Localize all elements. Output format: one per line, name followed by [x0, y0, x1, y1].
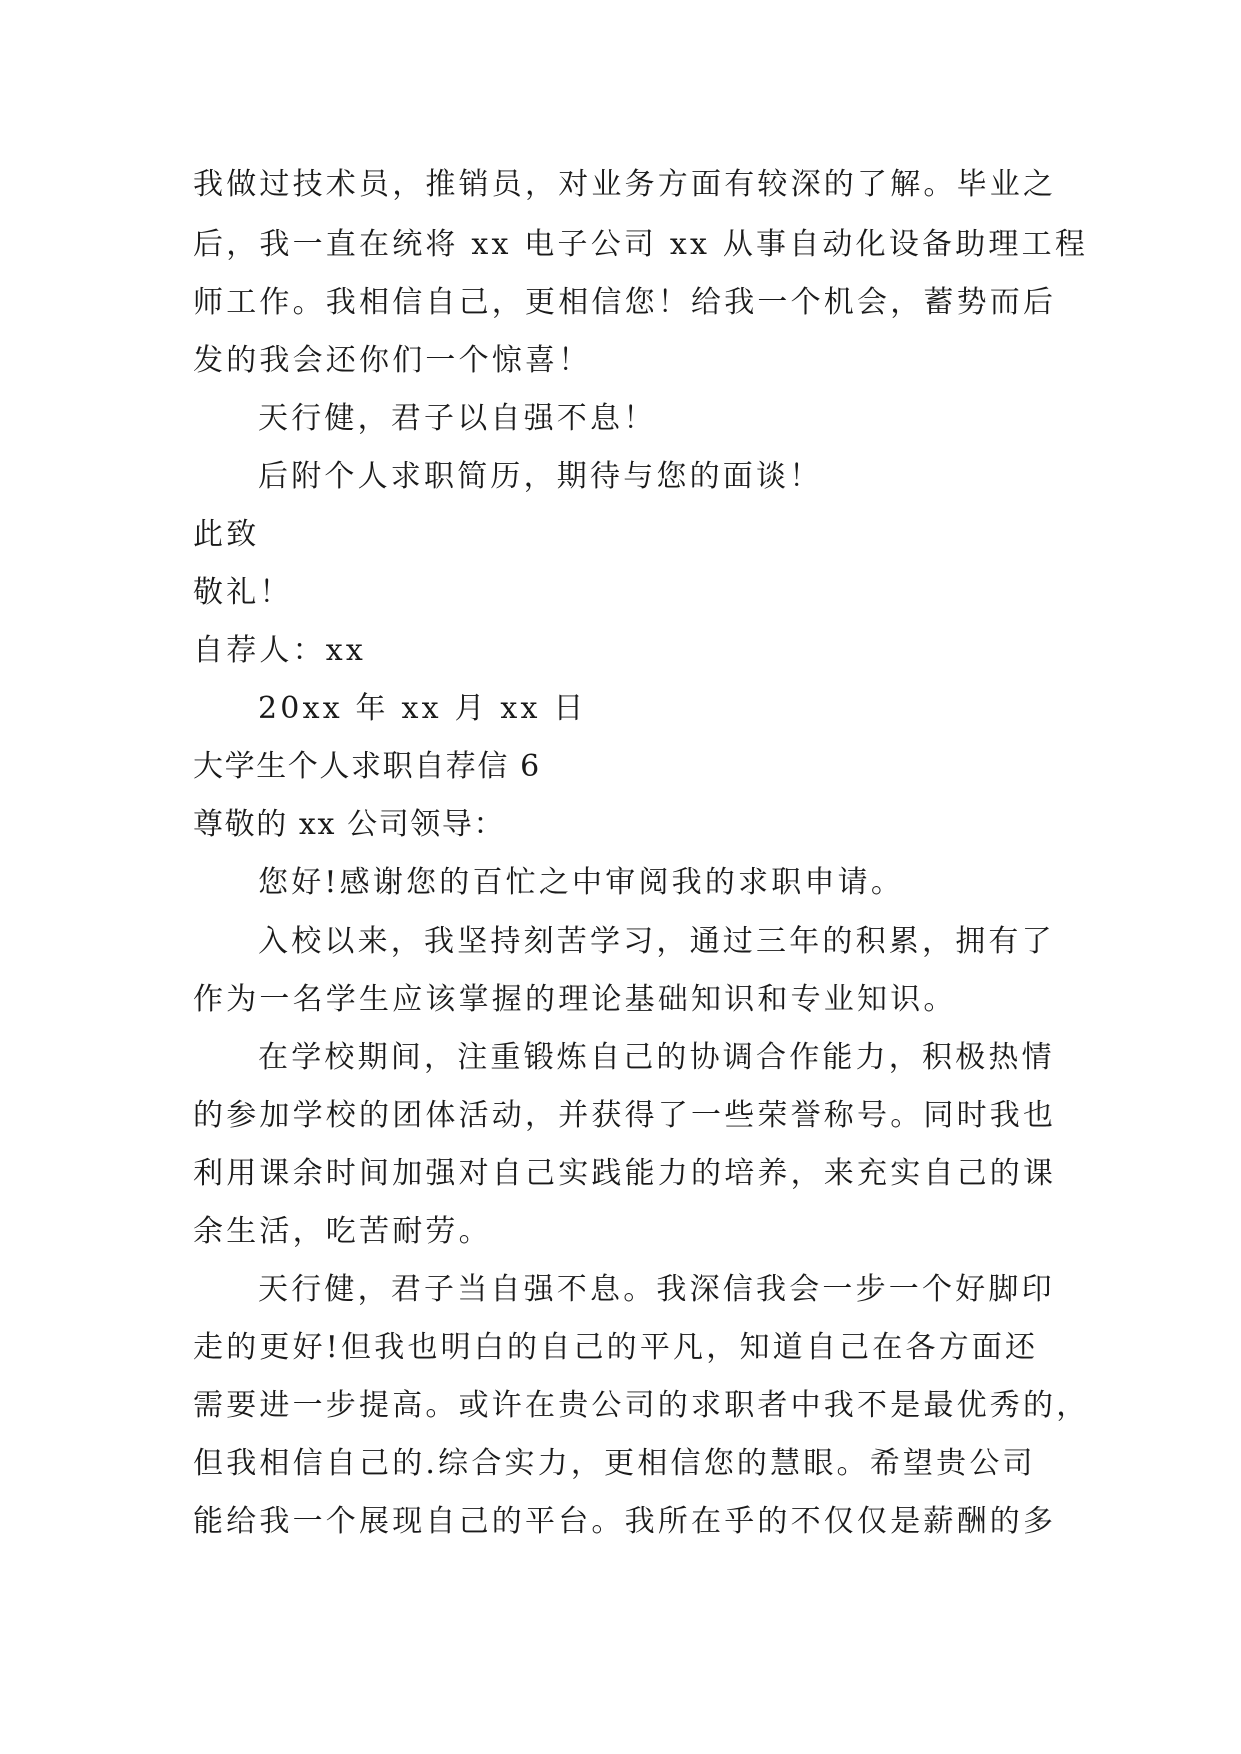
paragraph-line: 作为一名学生应该掌握的理论基础知识和专业知识。 — [193, 982, 957, 1017]
paragraph-line: 余生活，吃苦耐劳。 — [193, 1214, 492, 1249]
paragraph-line: 后，我一直在统将 xx 电子公司 xx 从事自动化设备助理工程 — [193, 227, 1089, 262]
paragraph-line: 的参加学校的团体活动，并获得了一些荣誉称号。同时我也 — [193, 1098, 1057, 1133]
closing-line: 此致 — [193, 517, 260, 552]
paragraph-line: 天行健，君子当自强不息。我深信我会一步一个好脚印 — [258, 1272, 1055, 1307]
paragraph-line: 入校以来，我坚持刻苦学习，通过三年的积累，拥有了 — [258, 924, 1055, 959]
salutation-line: 尊敬的 xx 公司领导： — [193, 807, 506, 842]
paragraph-line: 您好!感谢您的百忙之中审阅我的求职申请。 — [258, 865, 905, 900]
section-title: 大学生个人求职自荐信 6 — [193, 749, 541, 784]
paragraph-line: 需要进一步提高。或许在贵公司的求职者中我不是最优秀的， — [193, 1388, 1090, 1423]
paragraph-line: 走的更好!但我也明白的自己的平凡，知道自己在各方面还 — [193, 1330, 1039, 1365]
signature-line: 自荐人：xx — [193, 633, 367, 668]
paragraph-line: 后附个人求职简历，期待与您的面谈！ — [258, 459, 823, 494]
paragraph-line: 利用课余时间加强对自己实践能力的培养，来充实自己的课 — [193, 1156, 1057, 1191]
paragraph-line: 在学校期间，注重锻炼自己的协调合作能力，积极热情 — [258, 1040, 1055, 1075]
closing-line: 敬礼！ — [193, 575, 293, 610]
paragraph-line: 师工作。我相信自己，更相信您！给我一个机会，蓄势而后 — [193, 285, 1057, 320]
paragraph-line: 我做过技术员，推销员，对业务方面有较深的了解。毕业之 — [193, 167, 1057, 202]
paragraph-line: 发的我会还你们一个惊喜！ — [193, 343, 592, 378]
paragraph-line: 天行健，君子以自强不息！ — [258, 401, 657, 436]
paragraph-line: 但我相信自己的.综合实力，更相信您的慧眼。希望贵公司 — [193, 1446, 1036, 1481]
paragraph-line: 能给我一个展现自己的平台。我所在乎的不仅仅是薪酬的多 — [193, 1504, 1057, 1539]
date-line: 20xx 年 xx 月 xx 日 — [258, 691, 587, 726]
